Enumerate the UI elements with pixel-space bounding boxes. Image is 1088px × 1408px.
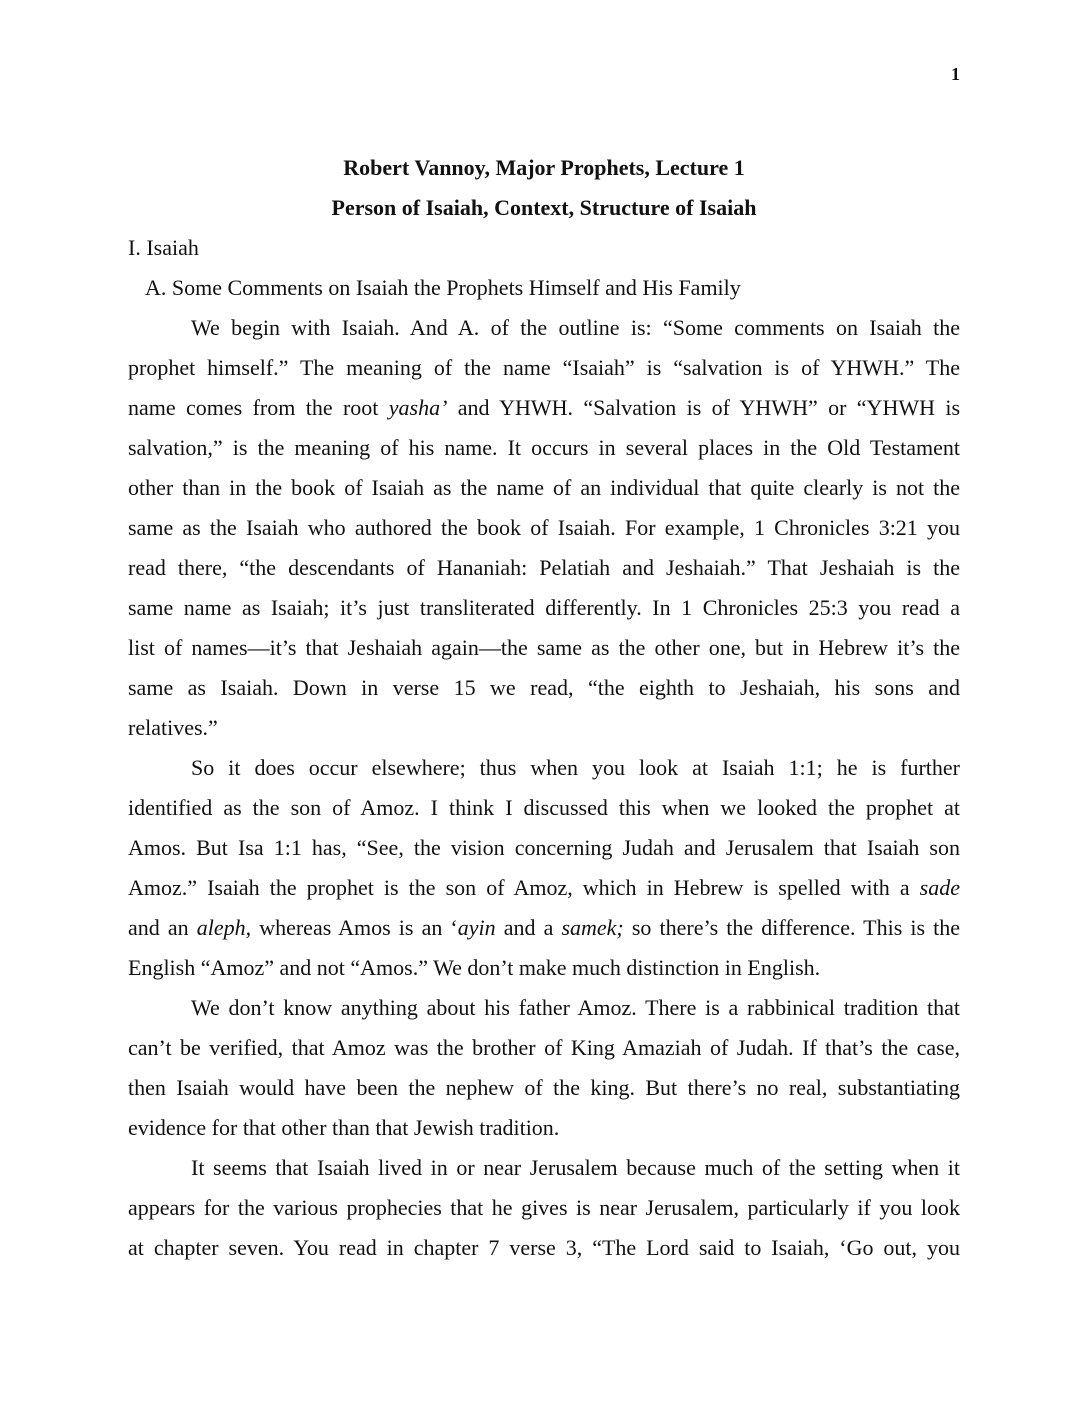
- body-line: Amos. But Isa 1:1 has, “See, the vision concerning Judah and Jerusalem that Isaiah son: [128, 835, 960, 860]
- body-line: relatives.”: [128, 715, 218, 740]
- body-line: appears for the various prophecies that he gives is near Jerusalem, particularly if you look: [128, 1195, 960, 1220]
- body-line: read there, “the descendants of Hananiah: Pelatiah and Jeshaiah.” That Jeshaiah is the: [128, 555, 960, 580]
- body-line: then Isaiah would have been the nephew of the king. But there’s no real, substantiating: [128, 1075, 960, 1100]
- body-line: We begin with Isaiah. And A. of the outline is: “Some comments on Isaiah the: [191, 315, 960, 340]
- body-line: same as Isaiah. Down in verse 15 we read, “the eighth to Jeshaiah, his sons and: [128, 675, 960, 700]
- body-line: prophet himself.” The meaning of the name “Isaiah” is “salvation is of YHWH.” The: [128, 355, 960, 380]
- body-line: We don’t know anything about his father Amoz. There is a rabbinical tradition that: [191, 995, 960, 1020]
- document-subtitle: Person of Isaiah, Context, Structure of Isaiah: [331, 195, 757, 220]
- italic-term: aleph,: [196, 915, 252, 940]
- body-line: identified as the son of Amoz. I think I discussed this when we looked the prophet at: [128, 795, 960, 820]
- body-line: can’t be verified, that Amoz was the brother of King Amaziah of Judah. If that’s the case,: [128, 1035, 960, 1060]
- body-line: salvation,” is the meaning of his name. It occurs in several places in the Old Testament: [128, 435, 960, 460]
- body-line: and an aleph, whereas Amos is an ‘ayin and a samek; so there’s the difference. This is the: [128, 915, 961, 940]
- italic-term: samek;: [561, 915, 624, 940]
- italic-term: sade: [919, 875, 960, 900]
- italic-term: yasha’: [388, 395, 448, 420]
- body-line: at chapter seven. You read in chapter 7 verse 3, “The Lord said to Isaiah, ‘Go out, you: [128, 1235, 960, 1260]
- outline-heading-level-2: A. Some Comments on Isaiah the Prophets Himself and His Family: [145, 275, 741, 300]
- body-line: list of names—it’s that Jeshaiah again—the same as the other one, but in Hebrew it’s the: [128, 635, 960, 660]
- body-line: English “Amoz” and not “Amos.” We don’t make much distinction in English.: [128, 955, 821, 980]
- body-line: evidence for that other than that Jewish tradition.: [128, 1115, 560, 1140]
- body-line: same as the Isaiah who authored the book of Isaiah. For example, 1 Chronicles 3:21 you: [128, 515, 960, 540]
- body-line: name comes from the root yasha’ and YHWH. “Salvation is of YHWH” or “YHWH is: [128, 395, 961, 420]
- page-number: 1: [951, 64, 960, 84]
- italic-term: ayin: [457, 915, 496, 940]
- outline-heading-level-1: I. Isaiah: [128, 235, 199, 260]
- body-line: It seems that Isaiah lived in or near Jerusalem because much of the setting when it: [191, 1155, 960, 1180]
- body-line: So it does occur elsewhere; thus when you look at Isaiah 1:1; he is further: [191, 755, 960, 780]
- body-text: [128, 308, 960, 1268]
- body-line: same name as Isaiah; it’s just transliterated differently. In 1 Chronicles 25:3 you read a: [128, 595, 960, 620]
- body-line: other than in the book of Isaiah as the name of an individual that quite clearly is not the: [128, 475, 960, 500]
- body-line: Amoz.” Isaiah the prophet is the son of Amoz, which in Hebrew is spelled with a sade: [128, 875, 960, 900]
- document-title: Robert Vannoy, Major Prophets, Lecture 1: [343, 155, 745, 180]
